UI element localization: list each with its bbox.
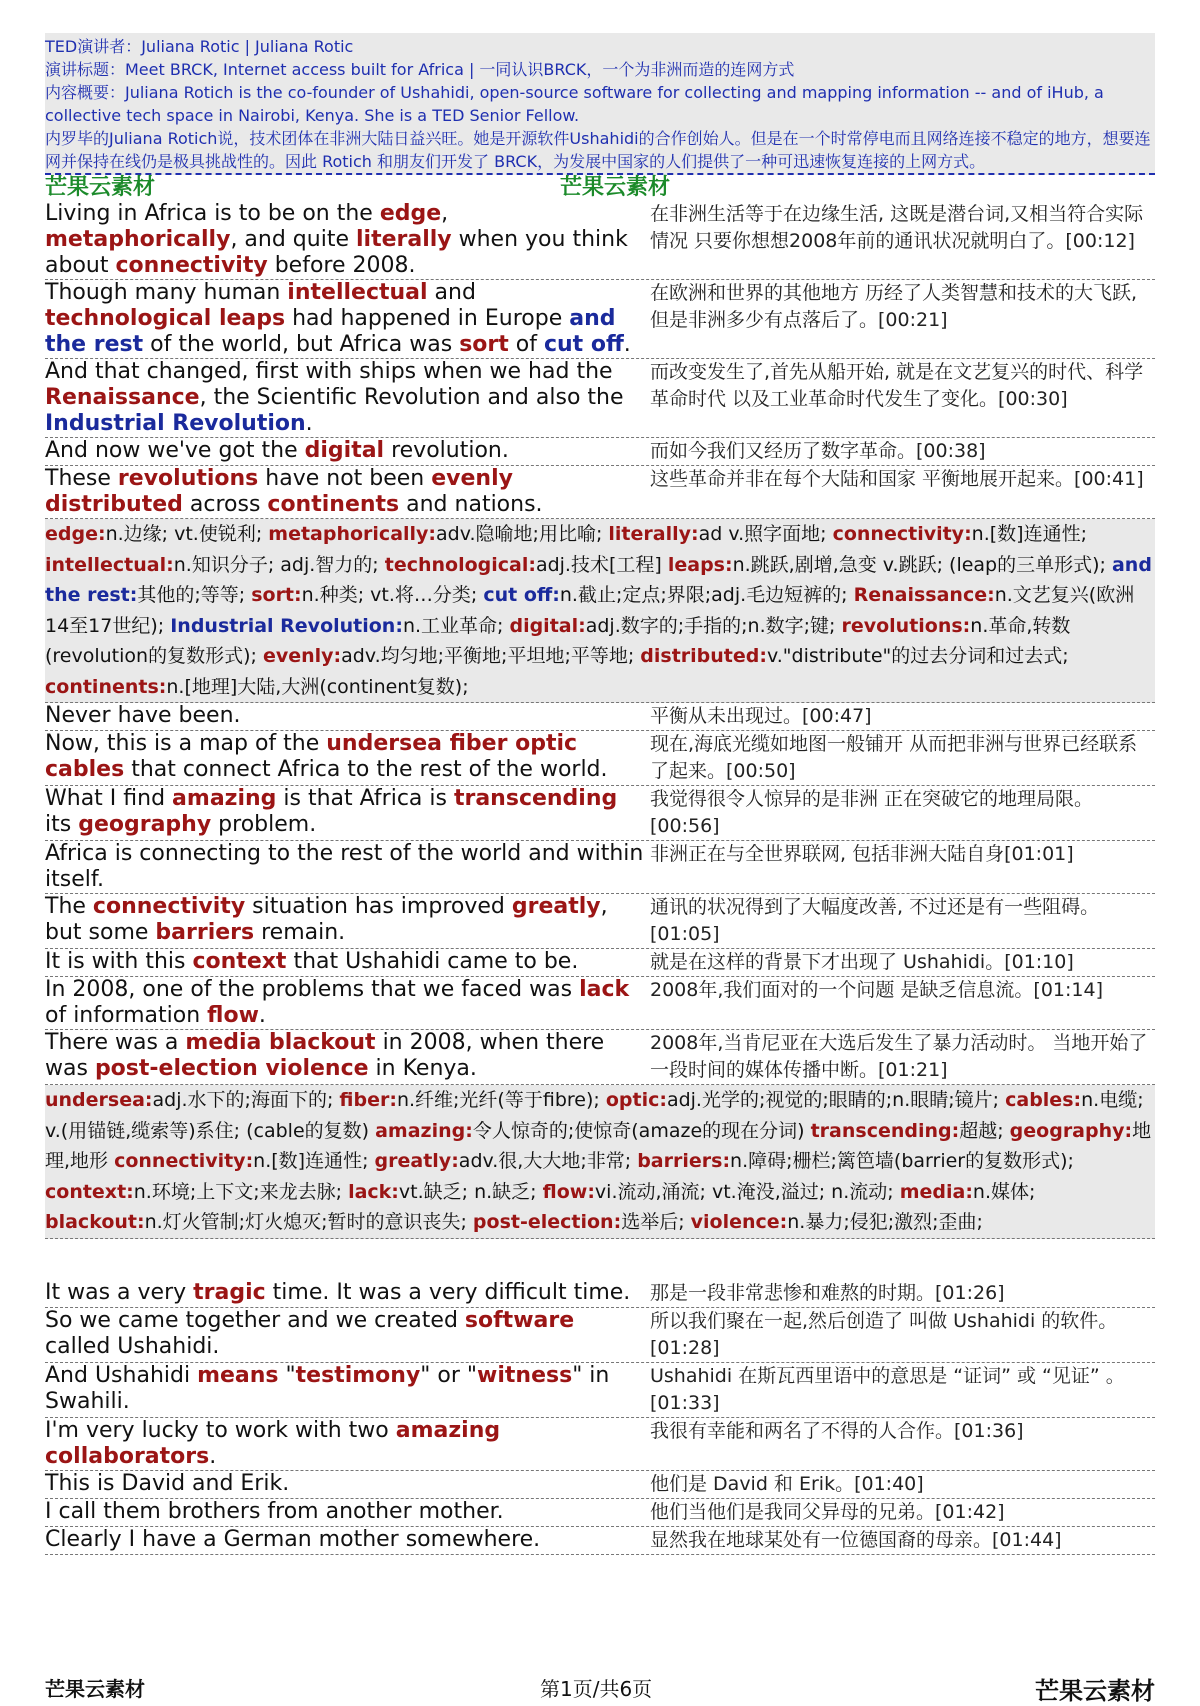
vocab-term: barriers: xyxy=(637,1150,731,1172)
vocab-term: geography: xyxy=(1009,1119,1133,1142)
sentence-pair xyxy=(45,977,1155,1030)
footer-watermark-left: 芒果云素材 xyxy=(45,1677,145,1701)
vocab-definition: n.[数]连通性; xyxy=(971,523,1087,545)
sentence-pair xyxy=(45,731,1155,786)
vocab-term: transcending: xyxy=(810,1119,960,1142)
english-sentence: Clearly I have a German mother somewhere. xyxy=(45,1526,541,1552)
chinese-translation: 而如今我们又经历了数字革命。[00:38] xyxy=(650,440,986,462)
vocab-term: media: xyxy=(899,1180,973,1203)
chinese-translation: Ushahidi 在斯瓦西里语中的意思是 “证词” 或 “见证” 。[01:33] xyxy=(650,1364,1125,1414)
vocab-term: technological: xyxy=(384,553,536,576)
vocab-definition: n.工业革命; xyxy=(402,614,510,637)
english-sentence: Though many human intellectual and technological leaps had happened in Europe and the rest of the world, but Africa was sort of cut off. xyxy=(45,280,631,357)
sentence-pair xyxy=(45,949,1155,977)
talk-header xyxy=(45,33,1155,175)
english-sentence: Now, this is a map of the undersea fiber optic cables that connect Africa to the rest of the world. xyxy=(45,731,608,782)
chinese-translation: 所以我们聚在一起,然后创造了 叫做 Ushahidi 的软件。[01:28] xyxy=(650,1309,1118,1359)
speaker-line: TED演讲者：Juliana Rotic | Juliana Rotic xyxy=(45,37,354,56)
vocab-term: undersea: xyxy=(45,1089,153,1111)
vocab-definition: adv.均匀地;平衡地;平坦地;平等地; xyxy=(341,645,641,667)
vocab-term: distributed: xyxy=(640,645,767,667)
sentence-pair xyxy=(45,1471,1155,1499)
vocab-term: literally: xyxy=(608,523,699,545)
sentence-pair xyxy=(45,201,1155,280)
spacer xyxy=(45,1239,1155,1280)
vocab-definition: n.文艺复兴(欧洲14至17世纪); xyxy=(45,584,1135,637)
chinese-translation: 通讯的状况得到了大幅度改善, 不过还是有一些阻碍。[01:05] xyxy=(650,896,1100,945)
vocab-term: evenly: xyxy=(262,645,342,667)
vocab-definition: n.纤维;光纤(等于fibre); xyxy=(396,1089,606,1111)
watermark-left: 芒果云素材 xyxy=(45,175,156,200)
vocab-definition: n.环境;上下文;来龙去脉; xyxy=(133,1180,349,1203)
vocabulary-block xyxy=(45,1085,1155,1239)
vocab-definition: n.知识分子; adj.智力的; xyxy=(173,553,385,576)
vocab-term: optic: xyxy=(605,1089,667,1111)
english-sentence: It is with this context that Ushahidi came to be. xyxy=(45,949,579,974)
vocab-definition: 其他的;等等; xyxy=(137,584,252,606)
vocab-definition: v."distribute"的过去分词和过去式; xyxy=(766,645,1069,667)
vocabulary-block xyxy=(45,519,1155,703)
vocab-term: digital: xyxy=(509,614,586,637)
chinese-translation: 那是一段非常悲惨和难熬的时期。[01:26] xyxy=(650,1281,1005,1304)
vocab-definition: n.截止;定点;界限;adj.毛边短裤的; xyxy=(559,584,854,606)
english-sentence: In 2008, one of the problems that we faced was lack of information flow. xyxy=(45,977,630,1028)
chinese-translation: 他们当他们是我同父异母的兄弟。[01:42] xyxy=(650,1500,1005,1523)
chinese-translation: 现在,海底光缆如地图一般铺开 从而把非洲与世界已经联系了起来。[00:50] xyxy=(650,733,1138,782)
sentence-pair xyxy=(45,359,1155,438)
vocab-term: flow: xyxy=(542,1180,595,1203)
page-number: 第1页/共6页 xyxy=(540,1677,653,1701)
summary-zh: 内罗毕的Juliana Rotich说，技术团体在非洲大陆日益兴旺。她是开源软件Ushahidi的合作创始人。但是在一个时常停电而且网络连接不稳定的地方，想要连网并保持在线仍是极具挑战性的。因此 Rotich 和朋友们开发了 BRCK，为发展中国家的人们提供了一种可迅速恢复连接的上网方式。 xyxy=(45,129,1151,171)
vocab-term: metaphorically: xyxy=(268,523,437,545)
summary-en: 内容概要：Juliana Rotich is the co-founder of Ushahidi, open-source software for collecting and mapping information -- and of iHub, a collective tech space in Nairobi, Kenya. She is a TED Senior Fellow. xyxy=(45,83,1104,125)
english-sentence: What I find amazing is that Africa is transcending its geography problem. xyxy=(45,786,618,837)
vocab-definition: n.边缘; vt.使锐利; xyxy=(105,523,269,545)
english-sentence: There was a media blackout in 2008, when there was post-election violence in Kenya. xyxy=(45,1030,605,1081)
english-sentence: And that changed, first with ships when we had the Renaissance, the Scientific Revolution and also the Industrial Revolution. xyxy=(45,359,624,436)
vocab-term: continents: xyxy=(45,675,167,698)
vocab-term: amazing: xyxy=(375,1119,473,1142)
vocab-definition: adj.水下的;海面下的; xyxy=(152,1089,340,1111)
vocab-definition: ad v.照字面地; xyxy=(698,523,833,545)
english-sentence: Africa is connecting to the rest of the world and within itself. xyxy=(45,841,644,892)
vocab-definition: 令人惊奇的;使惊奇(amaze的现在分词) xyxy=(472,1119,811,1142)
vocab-definition: n.[地理]大陆,大洲(continent复数); xyxy=(166,675,469,698)
footer-watermark-right: 芒果云素材 xyxy=(1035,1677,1155,1705)
vocab-term: intellectual: xyxy=(45,553,174,576)
vocab-definition: 地理,地形 xyxy=(45,1119,1152,1172)
title-line: 演讲标题：Meet BRCK, Internet access built for Africa | 一同认识BRCK，一个为非洲而造的连网方式 xyxy=(45,60,795,79)
chinese-translation: 他们是 David 和 Erik。[01:40] xyxy=(650,1472,924,1495)
vocab-term: revolutions: xyxy=(841,614,971,637)
sentence-pair xyxy=(45,786,1155,841)
vocab-definition: adj.数字的;手指的;n.数字;键; xyxy=(585,614,842,637)
vocab-definition: n.障碍;栅栏;篱笆墙(barrier的复数形式); xyxy=(730,1150,1074,1172)
sentence-pair xyxy=(45,1363,1155,1418)
english-sentence: It was a very tragic time. It was a very difficult time. xyxy=(45,1279,631,1305)
vocab-term: connectivity: xyxy=(832,523,972,545)
chinese-translation: 显然我在地球某处有一位德国裔的母亲。[01:44] xyxy=(650,1528,1062,1551)
sentence-pair xyxy=(45,1280,1155,1308)
english-sentence: The connectivity situation has improved greatly, but some barriers remain. xyxy=(45,894,608,945)
watermark-right: 芒果云素材 xyxy=(560,175,671,200)
english-sentence: And Ushahidi means "testimony" or "witness" in Swahili. xyxy=(45,1362,610,1414)
english-sentence: I call them brothers from another mother. xyxy=(45,1498,504,1524)
vocab-term: leaps: xyxy=(667,553,733,576)
vocab-definition: n.电缆; v.(用锚链,缆索等)系住; (cable的复数) xyxy=(45,1089,1144,1142)
vocab-definition: adv.很,大大地;非常; xyxy=(458,1150,638,1172)
chinese-translation: 非洲正在与全世界联网, 包括非洲大陆自身[01:01] xyxy=(650,843,1074,865)
vocab-definition: vt.缺乏; n.缺乏; xyxy=(398,1180,543,1203)
vocab-term: blackout: xyxy=(45,1211,145,1233)
chinese-translation: 在欧洲和世界的其他地方 历经了人类智慧和技术的大飞跃, 但是非洲多少有点落后了。[00:21] xyxy=(650,282,1138,331)
english-sentence: Living in Africa is to be on the edge, metaphorically, and quite literally when you think about connectivity before 2008. xyxy=(45,201,628,278)
chinese-translation: 我觉得很令人惊异的是非洲 正在突破它的地理局限。[00:56] xyxy=(650,788,1094,837)
vocab-term: connectivity: xyxy=(114,1150,254,1172)
vocab-term: edge: xyxy=(45,523,106,545)
sentence-pair xyxy=(45,1499,1155,1527)
sentence-pair xyxy=(45,1030,1155,1085)
vocab-term: cables: xyxy=(1005,1089,1082,1111)
english-sentence: These revolutions have not been evenly distributed across continents and nations. xyxy=(45,466,543,517)
sentence-pair xyxy=(45,703,1155,731)
chinese-translation: 我很有幸能和两名了不得的人合作。[01:36] xyxy=(650,1419,1024,1442)
sentence-pair xyxy=(45,466,1155,519)
sentence-pair xyxy=(45,438,1155,466)
sentence-pair xyxy=(45,280,1155,359)
english-sentence: And now we've got the digital revolution. xyxy=(45,438,509,463)
sentence-pair xyxy=(45,1418,1155,1471)
english-sentence: This is David and Erik. xyxy=(45,1470,290,1496)
sentence-pair xyxy=(45,841,1155,894)
vocab-term: cut off: xyxy=(483,584,560,606)
chinese-translation: 这些革命并非在每个大陆和国家 平衡地展开起来。[00:41] xyxy=(650,468,1144,490)
chinese-translation: 而改变发生了,首先从船开始, 就是在文艺复兴的时代、科学革命时代 以及工业革命时代发生了变化。[00:30] xyxy=(650,361,1144,410)
chinese-translation: 2008年,当肯尼亚在大选后发生了暴力活动时。 当地开始了一段时间的媒体传播中断。[01:21] xyxy=(650,1032,1148,1081)
vocab-definition: adj.技术[工程] xyxy=(535,553,668,576)
vocab-definition: n.暴力;侵犯;激烈;歪曲; xyxy=(787,1211,983,1233)
page-footer xyxy=(45,1673,1155,1705)
vocab-definition: 选举后; xyxy=(621,1211,691,1233)
vocab-term: violence: xyxy=(690,1211,788,1233)
vocab-definition: 超越; xyxy=(959,1119,1010,1142)
vocab-definition: adv.隐喻地;用比喻; xyxy=(436,523,609,545)
vocab-definition: n.革命,转数(revolution的复数形式); xyxy=(45,614,1071,667)
chinese-translation: 2008年,我们面对的一个问题 是缺乏信息流。[01:14] xyxy=(650,979,1104,1001)
vocab-term: fiber: xyxy=(339,1089,397,1111)
vocab-term: context: xyxy=(45,1180,134,1203)
chinese-translation: 就是在这样的背景下才出现了 Ushahidi。[01:10] xyxy=(650,951,1074,973)
vocab-term: lack: xyxy=(348,1180,399,1203)
document-page xyxy=(45,33,1155,1555)
vocab-definition: n.[数]连通性; xyxy=(253,1150,375,1172)
vocab-definition: n.灯火管制;灯火熄灭;暂时的意识丧失; xyxy=(144,1211,473,1233)
sentence-pair xyxy=(45,1527,1155,1555)
vocab-definition: vi.流动,涌流; vt.淹没,溢过; n.流动; xyxy=(594,1180,900,1203)
chinese-translation: 平衡从未出现过。[00:47] xyxy=(650,705,872,727)
vocab-term: Renaissance: xyxy=(853,584,995,606)
vocab-definition: n.跳跃,剧增,急变 v.跳跃; (leap的三单形式); xyxy=(732,553,1112,576)
vocab-definition: n.媒体; xyxy=(972,1180,1036,1203)
chinese-translation: 在非洲生活等于在边缘生活, 这既是潜台词,又相当符合实际情况 只要你想想2008年前的通讯状况就明白了。[00:12] xyxy=(650,203,1144,252)
vocab-term: sort: xyxy=(251,584,302,606)
english-sentence: I'm very lucky to work with two amazing collaborators. xyxy=(45,1417,501,1469)
vocab-term: Industrial Revolution: xyxy=(170,614,403,637)
sentence-pair xyxy=(45,894,1155,949)
vocab-definition: adj.光学的;视觉的;眼睛的;n.眼睛;镜片; xyxy=(666,1089,1006,1111)
english-sentence: So we came together and we created software called Ushahidi. xyxy=(45,1307,575,1359)
vocab-definition: n.种类; vt.将…分类; xyxy=(301,584,484,606)
english-sentence: Never have been. xyxy=(45,703,241,728)
sentence-pair xyxy=(45,1308,1155,1363)
vocab-term: and the rest: xyxy=(45,553,1152,606)
vocab-term: greatly: xyxy=(374,1150,459,1172)
vocab-term: post-election: xyxy=(472,1211,622,1233)
watermark-row xyxy=(45,175,1155,201)
